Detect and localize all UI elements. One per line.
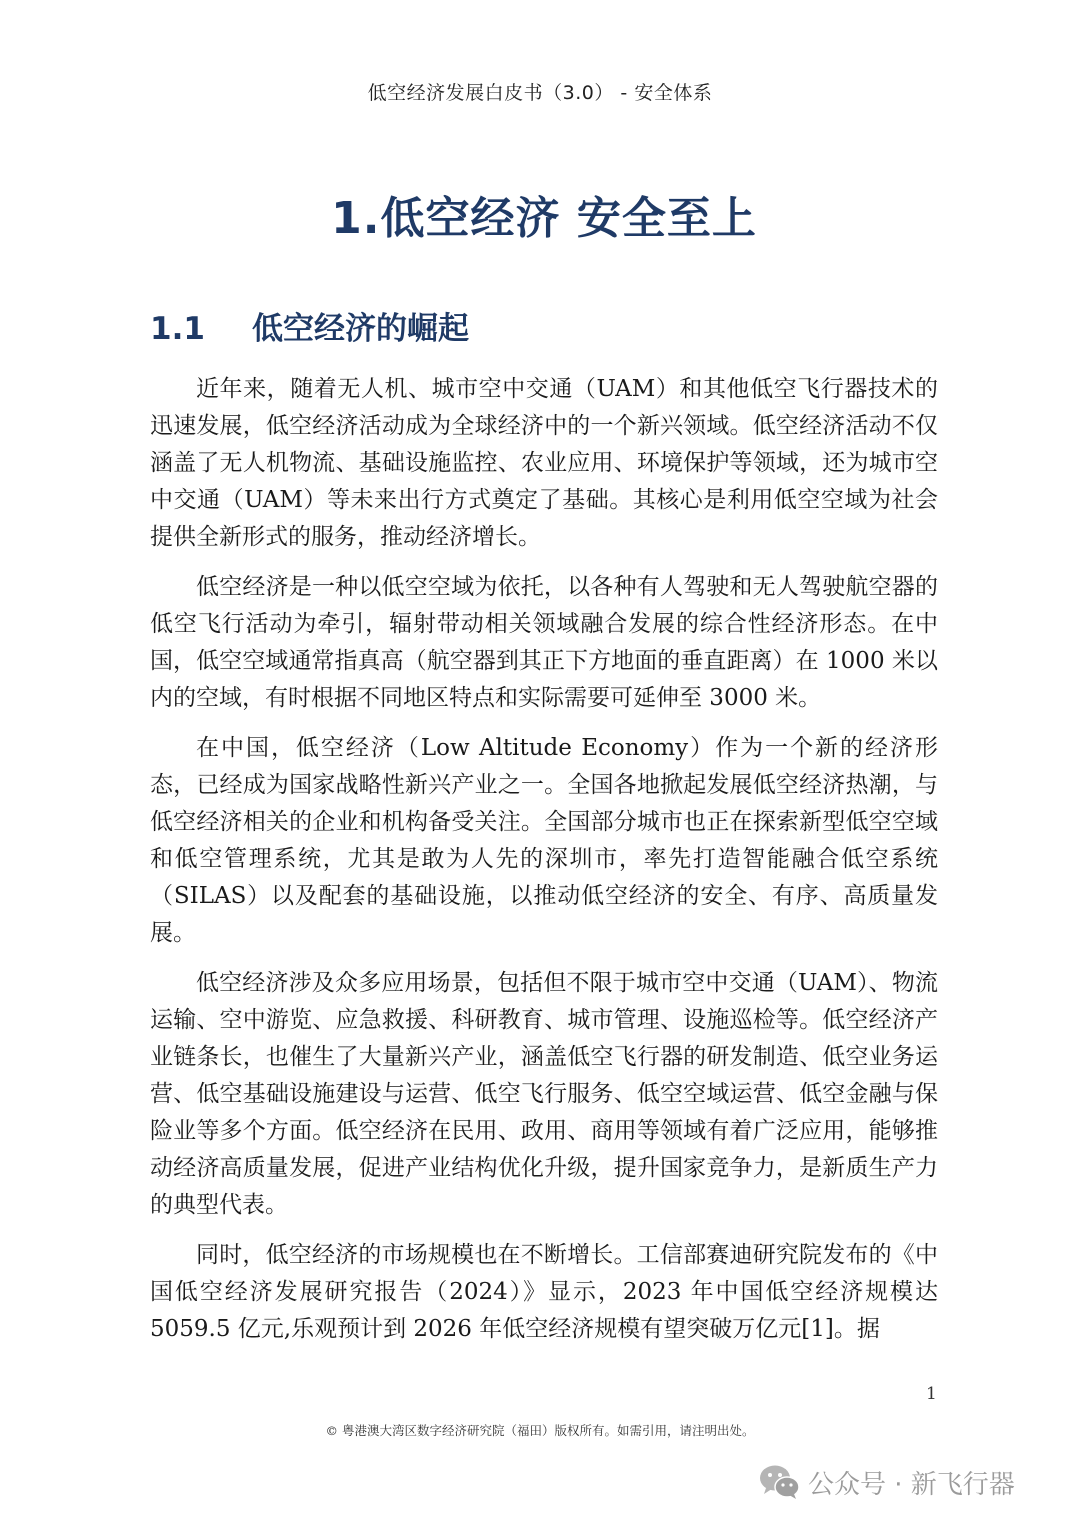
section-number: 1.1 [150,311,205,347]
chapter-title: 1.低空经济 安全至上 [331,193,757,244]
paragraph: 在中国，低空经济（Low Altitude Economy）作为一个新的经济形态，已经成为国家战略性新兴产业之一。全国各地掀起发展低空经济热潮，与低空经济相关的企业和机构备受关注。全国部分城市也正在探索新型低空空域和低空管理系统，尤其是敢为人先的深圳市，率先打造智能融合低空系统（SILAS）以及配套的基础设施，以推动低空经济的安全、有序、高质量发展。 [150,735,938,946]
watermark [758,1462,1015,1502]
paragraph: 低空经济是一种以低空空域为依托，以各种有人驾驶和无人驾驶航空器的低空飞行活动为牵引，辐射带动相关领域融合发展的综合性经济形态。在中国，低空空域通常指真高（航空器到其正下方地面的垂直距离）在 1000 米以内的空域，有时根据不同地区特点和实际需要可延伸至 3000 米。 [150,574,938,711]
section-heading [150,303,469,348]
copyright-notice: © 粤港澳大湾区数字经济研究院（福田）版权所有。如需引用，请注明出处。 [325,1423,755,1438]
running-header: 低空经济发展白皮书（3.0） - 安全体系 [367,82,713,104]
watermark-text: 公众号 · 新飞行器 [808,1469,1015,1500]
section-title: 低空经济的崛起 [252,311,469,347]
page-number: 1 [926,1384,937,1404]
paragraph: 低空经济涉及众多应用场景，包括但不限于城市空中交通（UAM）、物流运输、空中游览、应急救援、科研教育、城市管理、设施巡检等。低空经济产业链条长，也催生了大量新兴产业，涵盖低空飞行器的研发制造、低空业务运营、低空基础设施建设与运营、低空飞行服务、低空空域运营、低空金融与保险业等多个方面。低空经济在民用、政用、商用等领域有着广泛应用，能够推动经济高质量发展，促进产业结构优化升级，提升国家竞争力，是新质生产力的典型代表。 [150,970,938,1218]
body-text [150,371,938,1361]
paragraph: 近年来，随着无人机、城市空中交通（UAM）和其他低空飞行器技术的迅速发展，低空经济活动成为全球经济中的一个新兴领域。低空经济活动不仅涵盖了无人机物流、基础设施监控、农业应用、环境保护等领域，还为城市空中交通（UAM）等未来出行方式奠定了基础。其核心是利用低空空域为社会提供全新形式的服务，推动经济增长。 [150,376,938,550]
paragraph: 同时，低空经济的市场规模也在不断增长。工信部赛迪研究院发布的《中国低空经济发展研究报告（2024）》显示，2023 年中国低空经济规模达 5059.5 亿元,乐观预计到 2026 年低空经济规模有望突破万亿元[1]。据 [150,1242,938,1342]
wechat-icon [758,1462,802,1502]
